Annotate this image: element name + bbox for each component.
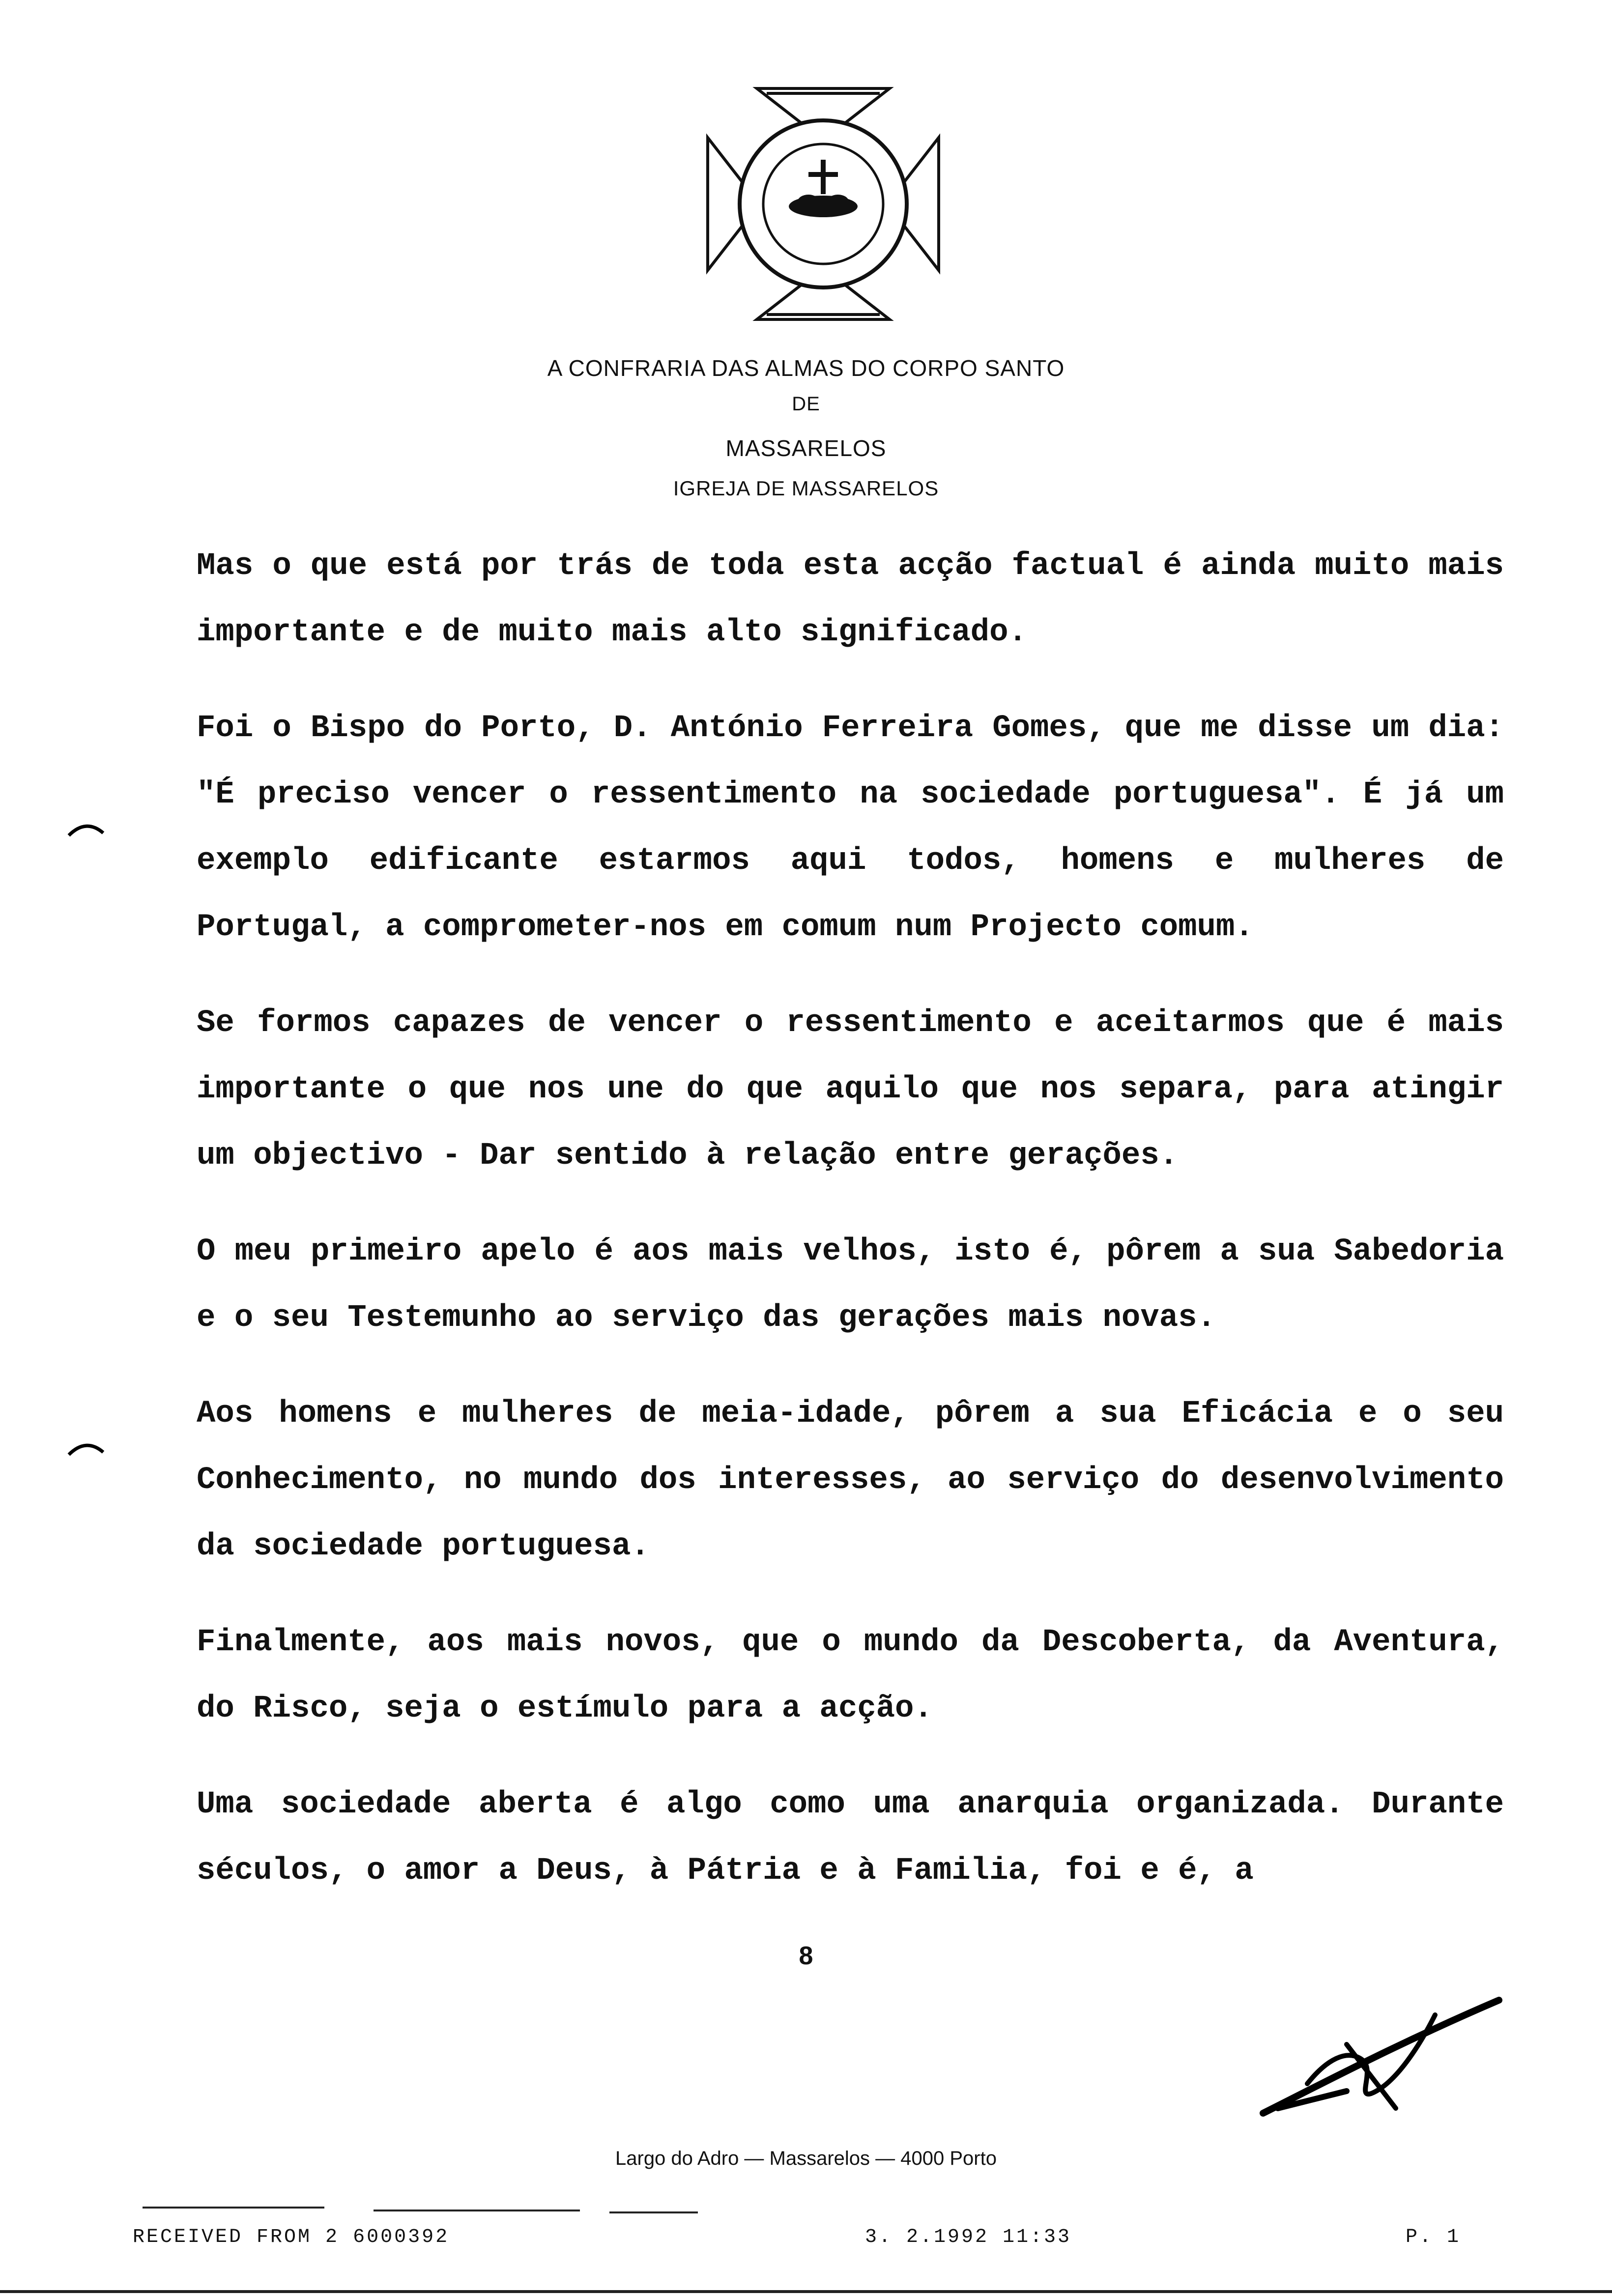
paragraph: O meu primeiro apelo é aos mais velhos, isto é, pôrem a sua Sabedoria e o seu Testemunho ao serviço das gerações mais novas.: [197, 1234, 1504, 1336]
page-number: 8: [799, 1942, 813, 1970]
fax-datetime: 3. 2.1992 11:33: [865, 2226, 1072, 2248]
divider: [374, 2210, 580, 2211]
scan-mark: [64, 1435, 108, 1464]
header-church: IGREJA DE MASSARELOS: [673, 477, 939, 500]
paragraph: Se formos capazes de vencer o ressentimento e aceitarmos que é mais importante o que nos une do que aquilo que nos separa, para atingir um objectivo - Dar sentido à relação entre gerações.: [197, 1005, 1504, 1174]
footer-address: Largo do Adro — Massarelos — 4000 Porto: [615, 2148, 997, 2169]
fax-bottom-edge: [0, 2290, 1612, 2293]
fax-received-from: RECEIVED FROM 2 6000392: [133, 2226, 450, 2248]
scan-mark: [64, 816, 108, 845]
confraria-seal-logo: [703, 84, 944, 324]
paragraph: Foi o Bispo do Porto, D. António Ferreira Gomes, que me disse um dia: "É preciso vencer o ressentimento na sociedade portuguesa". É já um exemplo edificante estarmos aqui todos, homens e mulheres de Portugal, a comprometer-nos em comum num Projecto comum.: [197, 711, 1504, 945]
handwritten-signature: [1248, 1985, 1514, 2143]
header-preposition: DE: [792, 393, 820, 415]
paragraph: Mas o que está por trás de toda esta acção factual é ainda muito mais importante e de muito mais alto significado.: [197, 548, 1504, 650]
paragraph: Aos homens e mulheres de meia-idade, pôrem a sua Eficácia e o seu Conhecimento, no mundo dos interesses, ao serviço do desenvolvimento da sociedade portuguesa.: [197, 1396, 1504, 1564]
letter-body: [197, 533, 1504, 1934]
fax-page: P. 1: [1406, 2226, 1461, 2248]
divider: [143, 2207, 324, 2209]
paragraph: Uma sociedade aberta é algo como uma anarquia organizada. Durante séculos, o amor a Deus, à Pátria e à Familia, foi e é, a: [197, 1787, 1504, 1889]
divider: [609, 2211, 698, 2213]
paragraph: Finalmente, aos mais novos, que o mundo da Descoberta, da Aventura, do Risco, seja o estímulo para a acção.: [197, 1625, 1504, 1726]
header-place: MASSARELOS: [725, 435, 887, 461]
header-organization-name: A CONFRARIA DAS ALMAS DO CORPO SANTO: [547, 355, 1065, 381]
